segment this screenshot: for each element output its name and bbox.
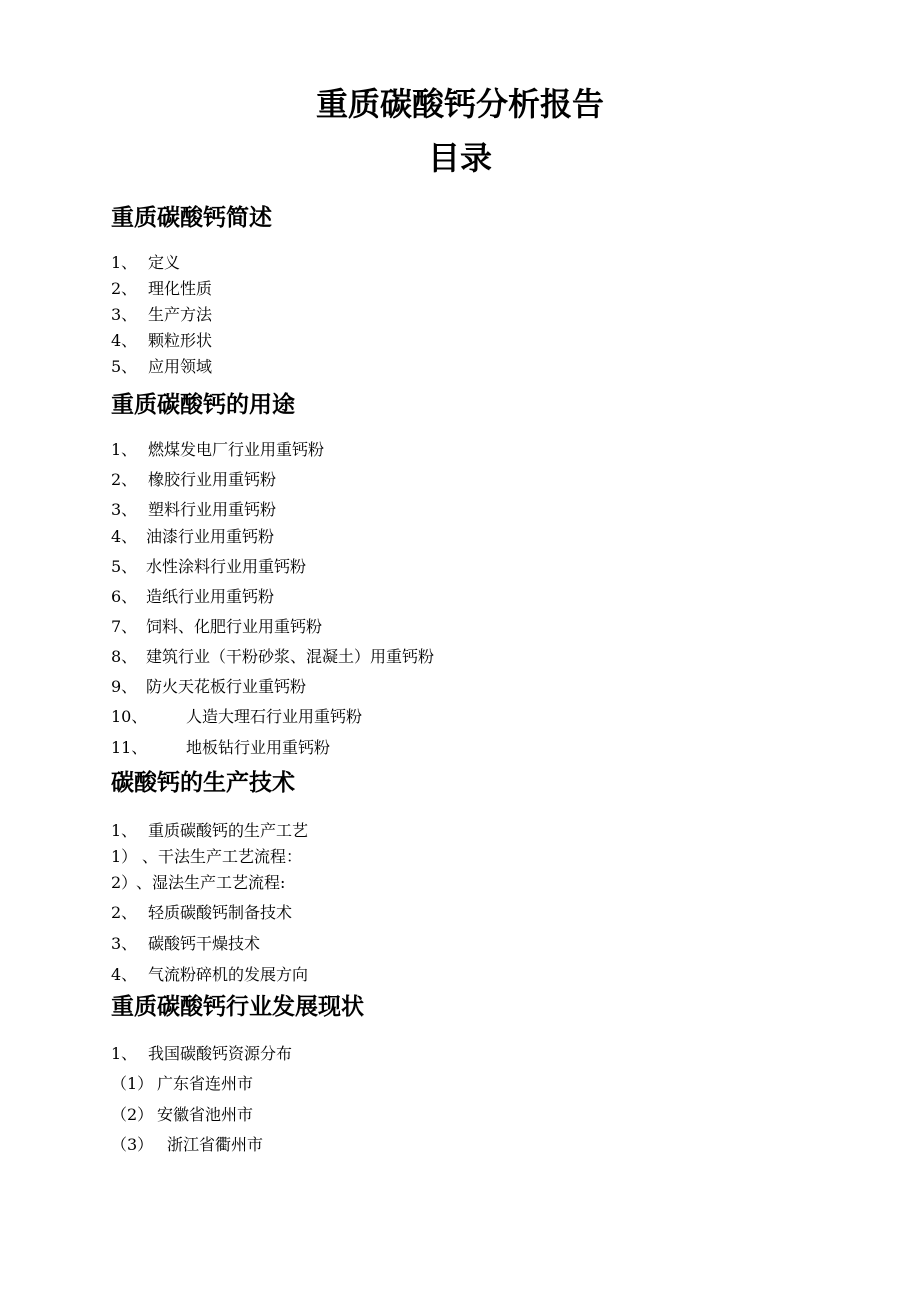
toc-item — [111, 737, 330, 759]
item-text: 防火天花板行业重钙粉 — [146, 677, 307, 696]
section-heading: 重质碳酸钙的用途 — [111, 392, 295, 418]
document-title: 重质碳酸钙分析报告 — [315, 85, 604, 123]
item-text: 碳酸钙干燥技术 — [148, 934, 261, 953]
item-number: 1） — [111, 847, 138, 866]
item-text: 定义 — [148, 253, 181, 272]
item-text: 轻质碳酸钙制备技术 — [148, 903, 293, 922]
section-heading: 重质碳酸钙简述 — [111, 205, 272, 231]
toc-item — [111, 902, 292, 924]
item-number: 3、 — [111, 500, 138, 519]
toc-item — [111, 556, 306, 578]
toc-item — [111, 820, 308, 842]
toc-item — [111, 616, 322, 638]
item-number: 11、 — [111, 738, 148, 757]
toc-item — [111, 872, 285, 894]
section-heading: 重质碳酸钙行业发展现状 — [111, 994, 364, 1020]
item-text: 造纸行业用重钙粉 — [146, 587, 275, 606]
toc-item — [111, 1134, 263, 1156]
item-text: 饲料、化肥行业用重钙粉 — [146, 617, 323, 636]
item-text: 、湿法生产工艺流程: — [136, 873, 286, 892]
item-number: 7、 — [111, 617, 138, 636]
item-text: 颗粒形状 — [148, 331, 213, 350]
toc-item — [111, 304, 212, 326]
item-text: 橡胶行业用重钙粉 — [148, 470, 277, 489]
toc-item — [111, 356, 212, 378]
item-number: 1、 — [111, 1044, 138, 1063]
item-number: 6、 — [111, 587, 138, 606]
toc-item — [111, 499, 276, 521]
item-text: 油漆行业用重钙粉 — [146, 527, 275, 546]
item-number: 2） — [111, 873, 138, 892]
item-text: 安徽省池州市 — [157, 1105, 254, 1124]
toc-item — [111, 586, 274, 608]
item-number: 9、 — [111, 677, 138, 696]
item-text: 、干法生产工艺流程： — [142, 847, 303, 866]
toc-item — [111, 706, 362, 728]
item-number: 5、 — [111, 357, 138, 376]
toc-item — [111, 646, 434, 668]
item-number: 5、 — [111, 557, 138, 576]
item-number: 2、 — [111, 903, 138, 922]
item-number: 4、 — [111, 331, 138, 350]
item-number: 10、 — [111, 707, 148, 726]
item-number: 2、 — [111, 470, 138, 489]
toc-item — [111, 330, 212, 352]
item-number: 1、 — [111, 440, 138, 459]
item-text: 应用领域 — [148, 357, 213, 376]
item-number: （3） — [111, 1135, 154, 1154]
toc-item — [111, 676, 306, 698]
toc-heading: 目录 — [427, 139, 492, 177]
item-number: 3、 — [111, 305, 138, 324]
item-text: 生产方法 — [148, 305, 213, 324]
item-number: 3、 — [111, 934, 138, 953]
toc-item — [111, 439, 324, 461]
toc-item — [111, 469, 276, 491]
item-number: 4、 — [111, 965, 138, 984]
item-text: 塑料行业用重钙粉 — [148, 500, 277, 519]
item-text: 广东省连州市 — [157, 1074, 254, 1093]
item-text: 地板钻行业用重钙粉 — [186, 738, 331, 757]
item-text: 气流粉碎机的发展方向 — [148, 965, 309, 984]
item-text: 我国碳酸钙资源分布 — [148, 1044, 293, 1063]
item-text: 人造大理石行业用重钙粉 — [186, 707, 363, 726]
toc-item — [111, 933, 260, 955]
toc-item — [111, 526, 274, 548]
toc-item — [111, 1073, 253, 1095]
item-number: 8、 — [111, 647, 138, 666]
item-number: （1） — [111, 1074, 154, 1093]
section-heading: 碳酸钙的生产技术 — [111, 770, 295, 796]
item-number: 1、 — [111, 253, 138, 272]
item-text: 理化性质 — [148, 279, 213, 298]
item-text: 建筑行业（干粉砂浆、混凝土）用重钙粉 — [146, 647, 435, 666]
item-number: 1、 — [111, 821, 138, 840]
toc-item — [111, 278, 212, 300]
toc-item — [111, 1043, 292, 1065]
item-number: （2） — [111, 1105, 154, 1124]
item-number: 4、 — [111, 527, 138, 546]
item-text: 燃煤发电厂行业用重钙粉 — [148, 440, 325, 459]
toc-item — [111, 1104, 253, 1126]
toc-item — [111, 252, 180, 274]
toc-item — [111, 846, 302, 868]
item-text: 重质碳酸钙的生产工艺 — [148, 821, 309, 840]
item-number: 2、 — [111, 279, 138, 298]
item-text: 水性涂料行业用重钙粉 — [146, 557, 307, 576]
toc-item — [111, 964, 308, 986]
item-text: 浙江省衢州市 — [167, 1135, 264, 1154]
